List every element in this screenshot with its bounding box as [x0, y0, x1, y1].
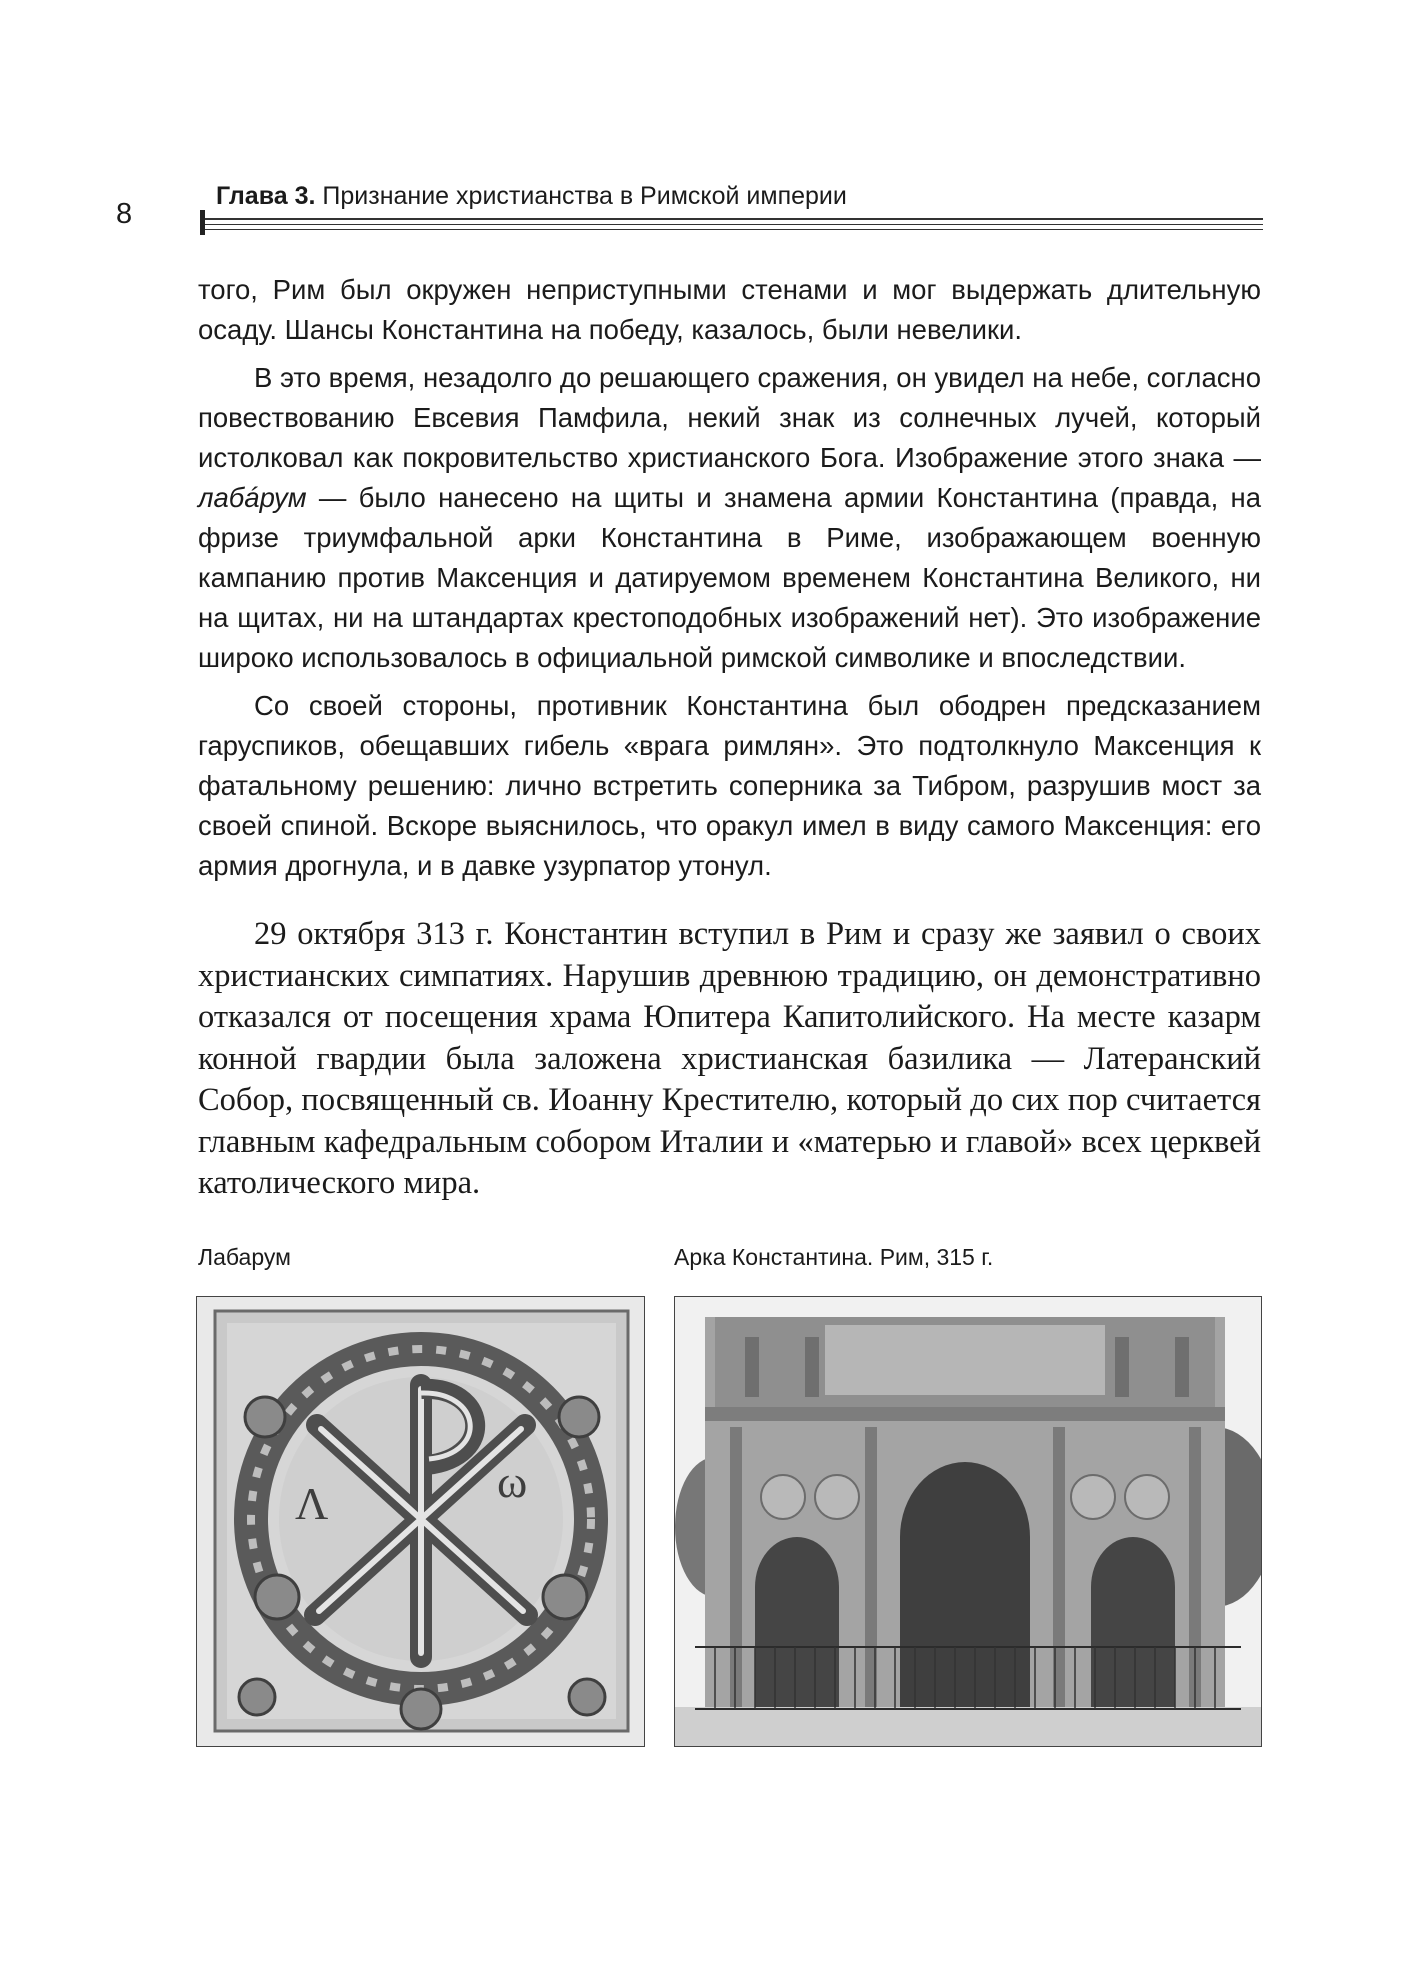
paragraph-continuation: того, Рим был окружен неприступными стенами и мог выдержать длительную осаду. Шансы Константина на победу, казалось, были невелики.: [198, 274, 1261, 345]
chapter-title: Признание христианства в Римской империи: [322, 182, 847, 210]
labarum-relief-drawing: [197, 1297, 644, 1746]
labarum-relief-image: [196, 1296, 645, 1747]
paragraph-labarum: [198, 358, 1261, 678]
header-rule: [205, 229, 1263, 230]
paragraph-rome-entry: 29 октября 313 г. Константин вступил в Рим и сразу же заявил о своих христианских симпатиях. Нарушив древнюю традицию, он демонстративно отказался от посещения храма Юпитера Капитолийского. На месте казарм конной гвардии была заложена христианская базилика — Латеранский Собор, посвященный св. Иоанну Крестителю, который до сих пор считается главным кафедральным собором Италии и «матерью и главой» всех церквей католического мира.: [198, 916, 1261, 1201]
paragraph-maxentius: Со своей стороны, противник Константина был ободрен предсказанием гаруспиков, обещавших гибель «врага римлян». Это подтолкнуло Максенция к фатальному решению: лично встретить соперника за Тибром, разрушив мост за своей спиной. Вскоре выяснилось, что оракул имел в виду самого Максенция: его армия дрогнула, и в давке узурпатор утонул.: [198, 690, 1261, 881]
body-text-sans: [198, 270, 1261, 886]
arch-of-constantine-image: [674, 1296, 1262, 1747]
figure-caption-arch: Арка Константина. Рим, 315 г.: [674, 1244, 994, 1270]
svg-text:ω: ω: [497, 1456, 528, 1507]
header-rule-bar: [200, 210, 205, 235]
running-head: [216, 184, 847, 209]
paragraph-labarum-part1: В это время, незадолго до решающего сражения, он увидел на небе, согласно повествованию Евсевия Памфила, некий знак из солнечных лучей, который истолковал как покровительство христианского Бога. Изображение этого знака —: [198, 362, 1261, 473]
chapter-label: Глава 3.: [216, 182, 316, 210]
body-text-serif: [198, 914, 1261, 1205]
term-labarum: лабáрум: [198, 482, 307, 513]
arch-of-constantine-drawing: [675, 1297, 1261, 1746]
header-rule: [205, 224, 1263, 225]
svg-text:Λ: Λ: [295, 1478, 329, 1529]
page-number: 8: [116, 198, 133, 230]
paragraph-labarum-part2: — было нанесено на щиты и знамена армии Константина (правда, на фризе триумфальной арки Константина в Риме, изображающем военную кампанию против Максенция и датируемом временем Константина Великого, ни на щитах, ни на штандартах крестоподобных изображений нет). Это изображение широко использовалось в официальной римской символике и впоследствии.: [198, 482, 1261, 673]
header-rule: [205, 218, 1263, 220]
figure-caption-labarum: Лабарум: [198, 1244, 291, 1270]
